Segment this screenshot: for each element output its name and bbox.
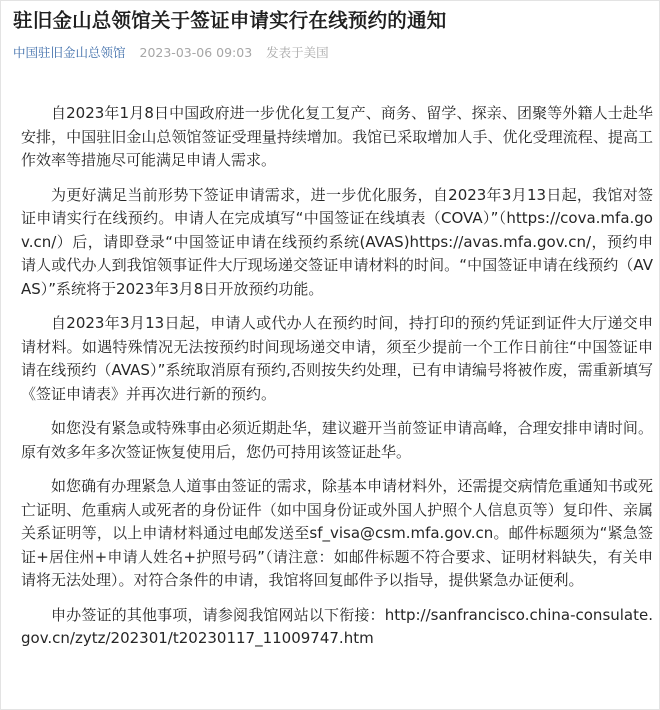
paragraph-6: 申办签证的其他事项，请参阅我馆网站以下衔接：http://sanfrancisco.china-consulate.gov.cn/zytz/202301/t20230117_11009747.htm: [21, 605, 653, 647]
article-title: 驻旧金山总领馆关于签证申请实行在线预约的通知: [13, 9, 447, 32]
paragraph-2: 为更好满足当前形势下签证申请需求，进一步优化服务，自2023年3月13日起，我馆对签证申请实行在线预约。申请人在完成填写“中国签证在线填表（COVA）”（https://cova.mfa.gov.cn/）后，请即登录“中国签证申请在线预约系统(AVAS)https://avas.mfa.gov.cn/，预约申请人或代办人到我馆领事证件大厅现场递交签证申请材料的时间。“中国签证申请在线预约（AVAS）”系统将于2023年3月8日开放预约功能。: [21, 185, 653, 298]
paragraph-5: 如您确有办理紧急人道事由签证的需求，除基本申请材料外，还需提交病情危重通知书或死亡证明、危重病人或死者的身份证件（如中国身份证或外国人护照个人信息页等）复印件、亲属关系证明等，以上申请材料通过电邮发送至sf_visa@csm.mfa.gov.cn。邮件标题须为“紧急签证+居住州+申请人姓名+护照号码”（请注意：如邮件标题不符合要求、证明材料缺失，有关申请将无法处理）。对符合条件的申请，我馆将回复邮件予以指导，提供紧急办证便利。: [21, 477, 653, 589]
paragraph-3: 自2023年3月13日起，申请人或代办人在预约时间，持打印的预约凭证到证件大厅递交申请材料。如遇特殊情况无法按预约时间现场递交申请，须至少提前一个工作日前往“中国签证申请在线预约（AVAS）”系统取消原有预约,否则按失约处理，已有申请编号将被作废，需重新填写《签证申请表》并再次进行新的预约。: [21, 314, 653, 403]
paragraph-1: 自2023年1月8日中国政府进一步优化复工复产、商务、留学、探亲、团聚等外籍人士赴华安排，中国驻旧金山总领馆签证受理量持续增加。我馆已采取增加人手、优化受理流程、提高工作效率等措施尽可能满足申请人需求。: [21, 104, 653, 169]
paragraph-4: 如您没有紧急或特殊事由必须近期赴华，建议避开当前签证申请高峰，合理安排申请时间。原有效多年多次签证恢复使用后，您仍可持用该签证赴华。: [21, 419, 653, 461]
publish-time: 2023-03-06 09:03: [139, 45, 253, 60]
source-link[interactable]: 中国驻旧金山总领馆: [13, 45, 126, 60]
publish-location: 发表于美国: [266, 45, 329, 60]
article-body: [13, 102, 653, 651]
article-meta: [13, 44, 647, 62]
